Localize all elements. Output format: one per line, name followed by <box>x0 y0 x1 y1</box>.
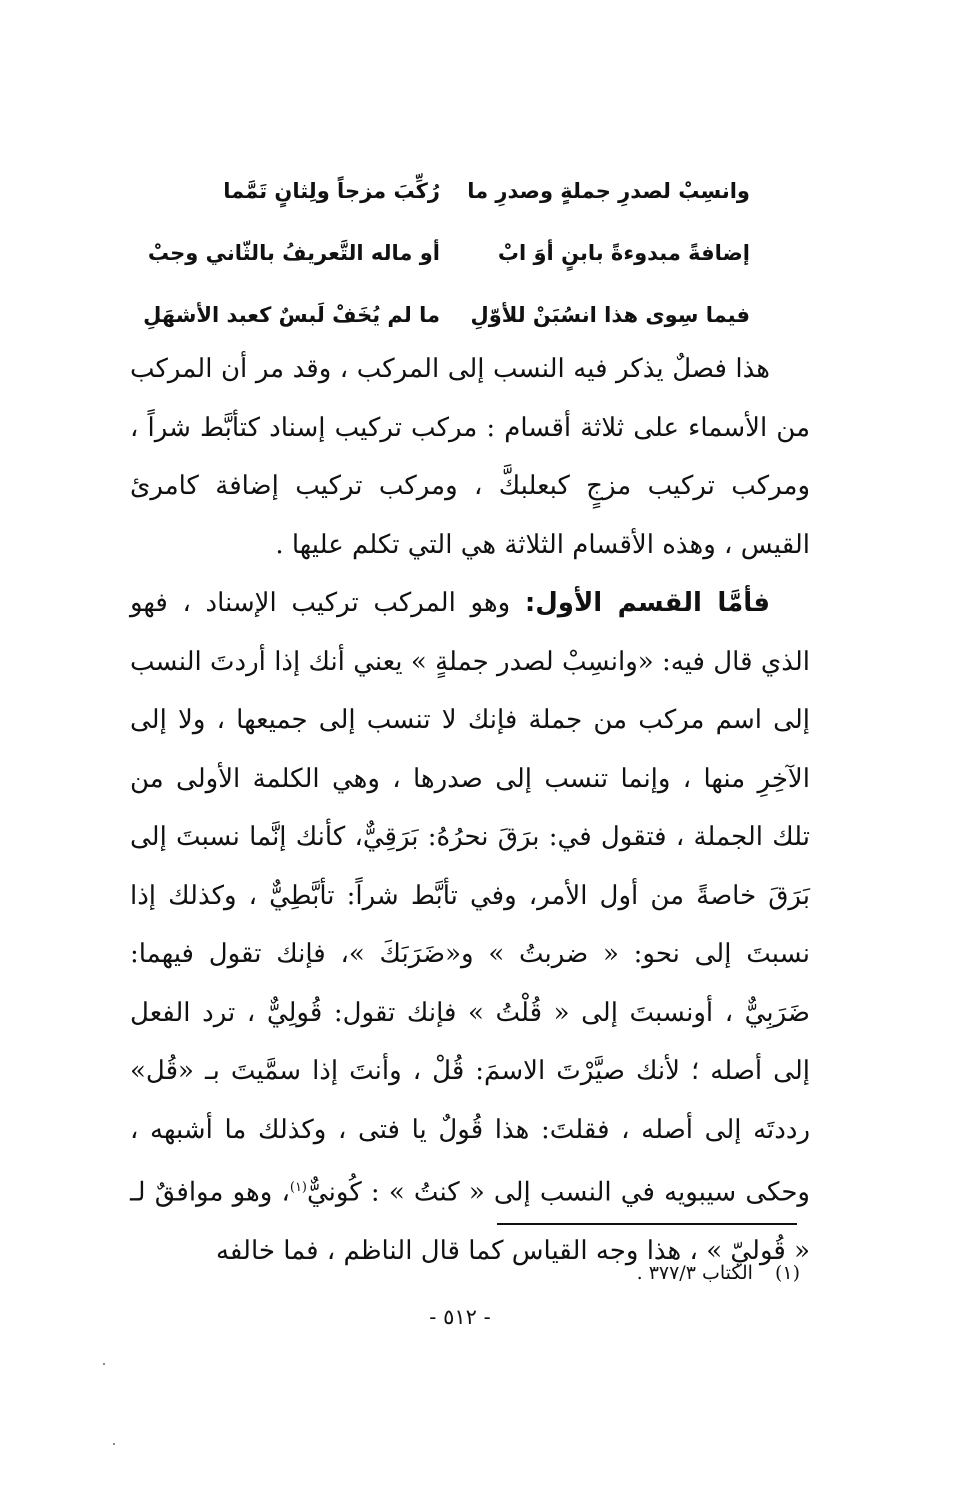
section-heading: فأمَّا القسم الأول: <box>524 588 770 618</box>
verse-line <box>143 284 750 346</box>
scan-speck <box>103 1363 105 1365</box>
paragraph-intro: هذا فصلٌ يذكر فيه النسب إلى المركب ، وقد مر أن المركب من الأسماء على ثلاثة أقسام : مركب تركيب إسناد كتأبَّط شراً ، ومركب تركيب مزجٍ كبعلبكَّ ، ومركب تركيب إضافة كامرئ القيس ، وهذه الأقسام الثلاثة هي التي تكلم عليها . <box>130 354 810 560</box>
scan-speck <box>113 1443 115 1445</box>
verse-second-hemistich: ما لم يُخَفْ لَبسٌ كعبد الأشهَلِ <box>143 303 440 327</box>
verse-first-hemistich: إضافةً مبدوءةً بابنٍ أوَ ابْ <box>497 241 750 265</box>
paragraph-first-section <box>130 574 810 1281</box>
commentary-text <box>130 340 810 1281</box>
footnote-text: الكتاب ٣٧٧/٣ . <box>636 1262 753 1284</box>
verse-second-hemistich: رُكِّبَ مزجاً ولِثانٍ تَمَّما <box>223 179 440 203</box>
verse-first-hemistich: فيما سِوى هذا انسُبَنْ للأوّلِ <box>470 303 750 327</box>
verse-first-hemistich: وانسِبْ لصدرِ جملةٍ وصدرِ ما <box>467 179 750 203</box>
page-number: - ٥١٢ - <box>429 1305 491 1329</box>
footnote-marker[interactable]: (١) <box>289 1180 307 1195</box>
footnote-divider <box>497 1223 797 1225</box>
verse-line <box>147 222 750 284</box>
footnote <box>560 1262 800 1284</box>
paragraph-body: وهو المركب تركيب الإسناد ، فهو الذي قال فيه: «وانسِبْ لصدر جملةٍ » يعني أنك إذا أردتَ النسب إلى اسم مركب من جملة فإنك لا تنسب إلى جميعها ، ولا إلى الآخِرِ منها ، وإنما تنسب إلى صدرها ، وهي الكلمة الأولى من تلك الجملة ، فتقول في: برَقَ نحرُهُ: بَرَقِيٌّ، كأنك إنَّما نسبتَ إلى بَرَقَ خاصةً من أول الأمر، وفي تأبَّط شراً: تأبَّطِيٌّ ، وكذلك إذا نسبتَ إلى نحو: « ضربتُ » و«ضَرَبَكَ »، فإنك تقول فيهما: ضَرَبِيٌّ ، أونسبتَ إلى « قُلْتُ » فإنك تقول: قُولِيٌّ ، ترد الفعل إلى أصله ؛ لأنك صيَّرْتَ الاسمَ: قُلْ ، وأنتَ إذا سمَّيتَ بـ «قُل» رددتَه إلى أصله ، فقلتَ: هذا قُولٌ يا فتى ، وكذلك ما أشبهه ، وحكى سيبويه في النسب إلى « كنتُ » : كُونيٌّ <box>130 588 810 1208</box>
verse-second-hemistich: أو ماله التَّعريفُ بالثّاني وجبْ <box>147 241 440 265</box>
verse-block <box>143 160 750 346</box>
verse-line <box>150 160 750 222</box>
footnote-number: (١) <box>774 1262 800 1284</box>
paragraph-body-end: ، وهو موافقٌ لـ « قُوليّ » ، هذا وجه القياس كما قال الناظم ، فما خالفه <box>130 1177 810 1267</box>
